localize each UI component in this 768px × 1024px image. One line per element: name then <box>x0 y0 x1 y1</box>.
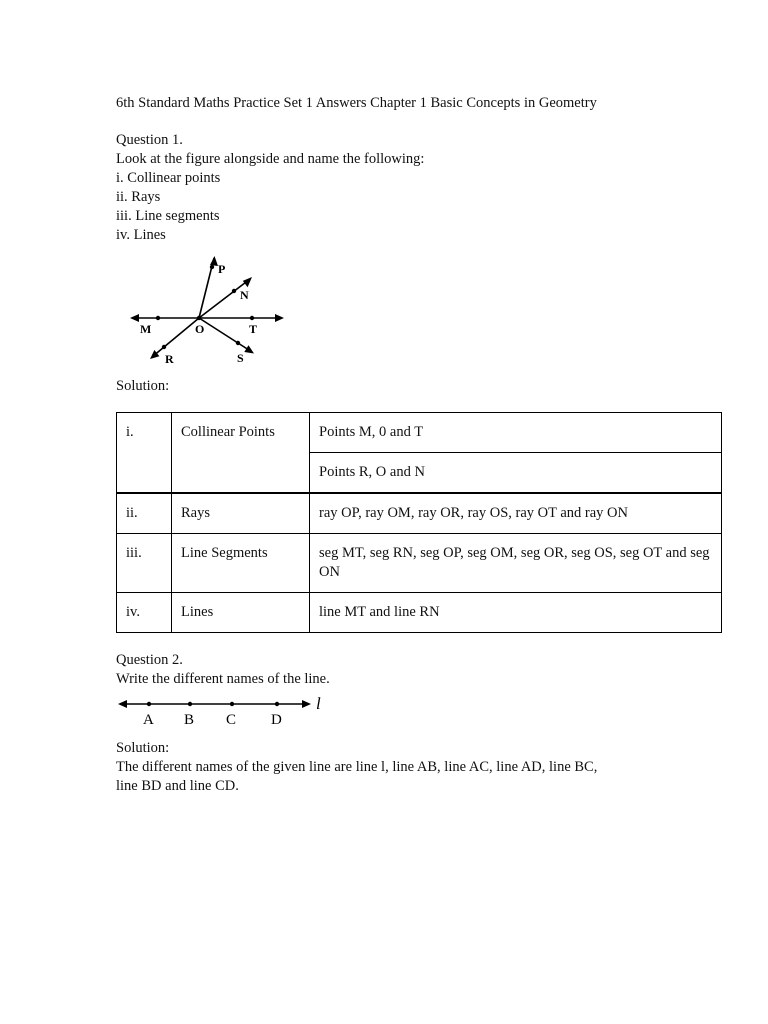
arrowhead-left <box>118 700 127 708</box>
question-1-item: iv. Lines <box>116 227 166 243</box>
label-t: T <box>249 322 258 336</box>
ray-os <box>199 318 252 352</box>
row-number: iii. <box>117 534 172 593</box>
arrowhead-m <box>130 314 139 322</box>
row-category: Line Segments <box>172 534 310 593</box>
document-page <box>116 94 726 796</box>
label-n: N <box>240 288 249 302</box>
line-figure <box>116 695 336 729</box>
row-number: i. <box>117 413 172 494</box>
row-category: Rays <box>172 493 310 534</box>
label-o: O <box>195 322 205 336</box>
label-r: R <box>165 352 174 366</box>
point-m <box>156 316 160 320</box>
point-s <box>236 341 240 345</box>
table-row <box>117 493 722 534</box>
label-l: l <box>316 695 321 713</box>
rays-figure <box>128 251 288 371</box>
row-answer: line MT and line RN <box>310 593 722 633</box>
question-2-solution-label: Solution: <box>116 740 170 756</box>
arrowhead-right <box>302 700 311 708</box>
table-row <box>117 413 722 453</box>
question-1-heading: Question 1. <box>116 132 183 148</box>
row-answer: ray OP, ray OM, ray OR, ray OS, ray OT and ray ON <box>310 493 722 534</box>
label-b: B <box>184 712 195 728</box>
row-answer: Points R, O and N <box>310 453 722 494</box>
point-o <box>197 316 201 320</box>
label-d: D <box>271 712 282 728</box>
point-r <box>162 345 166 349</box>
label-a: A <box>143 712 154 728</box>
row-answer: seg MT, seg RN, seg OP, seg OM, seg OR, seg OS, seg OT and seg ON <box>310 534 722 593</box>
arrowhead-t <box>275 314 284 322</box>
ray-or <box>152 318 199 357</box>
row-category: Lines <box>172 593 310 633</box>
row-answer: Points M, 0 and T <box>310 413 722 453</box>
point-c <box>230 702 234 706</box>
point-t <box>250 316 254 320</box>
question-2-answer-line-2: line BD and line CD. <box>116 778 239 794</box>
question-2-answer-line-1: The different names of the given line are line l, line AB, line AC, line AD, line BC, <box>116 759 598 775</box>
table-row <box>117 593 722 633</box>
question-1-item: iii. Line segments <box>116 208 220 224</box>
point-p <box>210 265 214 269</box>
row-category: Collinear Points <box>172 413 310 494</box>
arrowhead-s <box>244 345 254 353</box>
answers-table <box>116 412 722 633</box>
point-d <box>275 702 279 706</box>
question-1-item: i. Collinear points <box>116 170 221 186</box>
label-c: C <box>226 712 237 728</box>
point-a <box>147 702 151 706</box>
arrowhead-n <box>243 277 252 287</box>
document-title: 6th Standard Maths Practice Set 1 Answers Chapter 1 Basic Concepts in Geometry <box>116 95 597 111</box>
question-2-heading: Question 2. <box>116 652 183 668</box>
table-row <box>117 534 722 593</box>
arrowhead-p <box>210 256 218 266</box>
question-1-solution-label: Solution: <box>116 378 170 394</box>
label-s: S <box>237 351 244 365</box>
row-number: iv. <box>117 593 172 633</box>
question-2-prompt: Write the different names of the line. <box>116 671 330 687</box>
question-1-prompt: Look at the figure alongside and name the following: <box>116 151 425 167</box>
point-b <box>188 702 192 706</box>
row-number: ii. <box>117 493 172 534</box>
label-m: M <box>140 322 152 336</box>
label-p: P <box>218 262 226 276</box>
point-n <box>232 289 236 293</box>
question-1-item: ii. Rays <box>116 189 161 205</box>
